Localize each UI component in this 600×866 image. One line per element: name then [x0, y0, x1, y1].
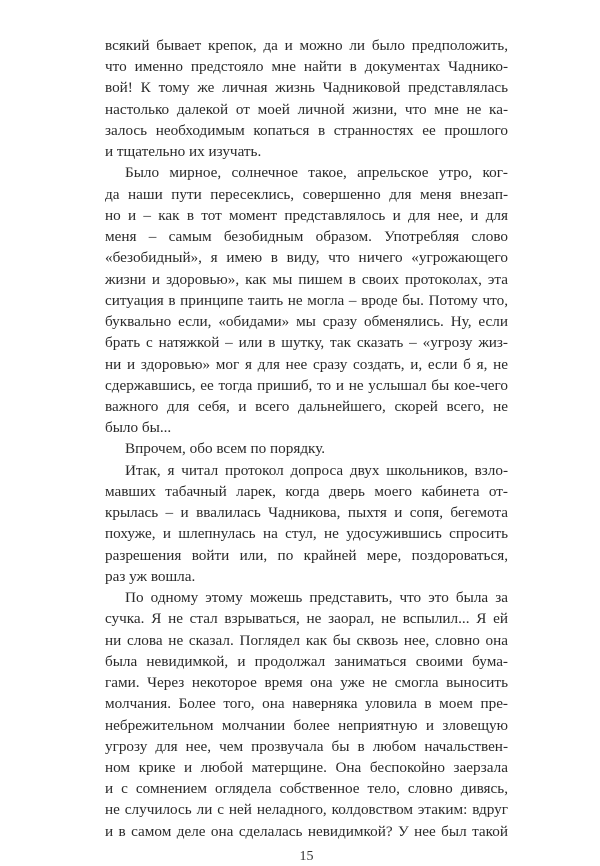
text-line: гами. Через некоторое время она уже не смогла выносить [105, 674, 508, 692]
text-line: жизни и здоровью», как мы пишем в своих протоколах, эта [105, 270, 508, 288]
text-line: но и – как в тот момент представлялось и для нее, и для [105, 206, 508, 224]
text-line: брать с натяжкой – или в шутку, так сказать – «угрозу жиз- [105, 334, 508, 352]
text-line: ни слова не сказал. Поглядел как бы сквозь нее, словно она [105, 631, 508, 649]
page-number: 15 [299, 848, 314, 864]
paragraph [105, 162, 508, 438]
text-line: и в самом деле она сделалась невидимкой? У нее был такой [105, 822, 508, 840]
text-line: ситуация в принципе таить не могла – вроде бы. Потому что, [105, 291, 508, 309]
text-line: и тщательно их изучать. [105, 143, 262, 161]
text-line: сдержавшись, ее тогда пришиб, то и не услышал бы кое-чего [105, 376, 508, 394]
text-line: настолько далекой от моей личной жизни, что мне не ка- [105, 100, 508, 118]
text-line: ни и здоровью» мог я для нее сразу создать, и, если б я, не [105, 355, 508, 373]
text-line: угрозу для нее, чем прозвучала бы в любом начальствен- [105, 737, 508, 755]
text-line: была невидимкой, и продолжал заниматься своими бума- [105, 652, 508, 670]
text-line: важного для себя, и всего дальнейшего, скорей всего, не [105, 397, 508, 415]
text-line: было бы... [105, 419, 172, 437]
text-line: сучка. Я не стал взрываться, не заорал, не вспылил... Я ей [105, 610, 508, 628]
text-line: мавших табачный ларек, когда дверь моего кабинета от- [105, 482, 508, 500]
text-line: залось необходимым копаться в странностях ее прошлого [105, 121, 508, 139]
text-line: Впрочем, обо всем по порядку. [125, 440, 326, 458]
text-line: и с сомнением оглядела собственное тело, словно дивясь, [105, 780, 508, 798]
text-line: буквально если, «обидами» мы сразу обменялись. Ну, если [105, 313, 508, 331]
paragraph [105, 35, 508, 162]
text-line: всякий бывает крепок, да и можно ли было предположить, [105, 37, 508, 54]
text-line: похуже, и шлепнулась на стул, не удосужившись спросить [105, 525, 508, 543]
paragraph [105, 438, 508, 459]
text-line: Итак, я читал протокол допроса двух школьников, взло- [125, 461, 508, 479]
text-line: небрежительном молчании более неприятную и зловещую [105, 716, 508, 734]
paragraph [105, 460, 508, 587]
text-line: молчания. Более того, она наверняка уловила в моем пре- [105, 695, 508, 713]
text-line: не случилось ли с ней неладного, колдовством этаким: вдруг [105, 801, 508, 819]
text-line: По одному этому можешь представить, что это была за [125, 589, 508, 607]
text-line: меня – самым безобидным образом. Употребляя слово [105, 228, 508, 246]
text-line: что именно предстояло мне найти в документах Чаднико- [105, 58, 508, 76]
text-line: «безобидный», я имею в виду, что ничего «угрожающего [105, 249, 508, 267]
text-line: крылась – и ввалилась Чадникова, пыхтя и сопя, бегемота [105, 504, 508, 522]
text-line: раз уж вошла. [105, 567, 196, 585]
text-line: вой! К тому же личная жизнь Чадниковой представлялась [105, 79, 508, 97]
text-line: Было мирное, солнечное такое, апрельское утро, ког- [125, 164, 508, 182]
book-page-text [105, 35, 508, 842]
text-line: да наши пути пересеклись, совершенно для меня внезап- [105, 185, 508, 203]
text-line: ном крике и любой матерщине. Она беспокойно заерзала [105, 758, 508, 776]
text-line: разрешения войти или, по крайней мере, поздороваться, [105, 546, 508, 564]
paragraph [105, 587, 508, 842]
